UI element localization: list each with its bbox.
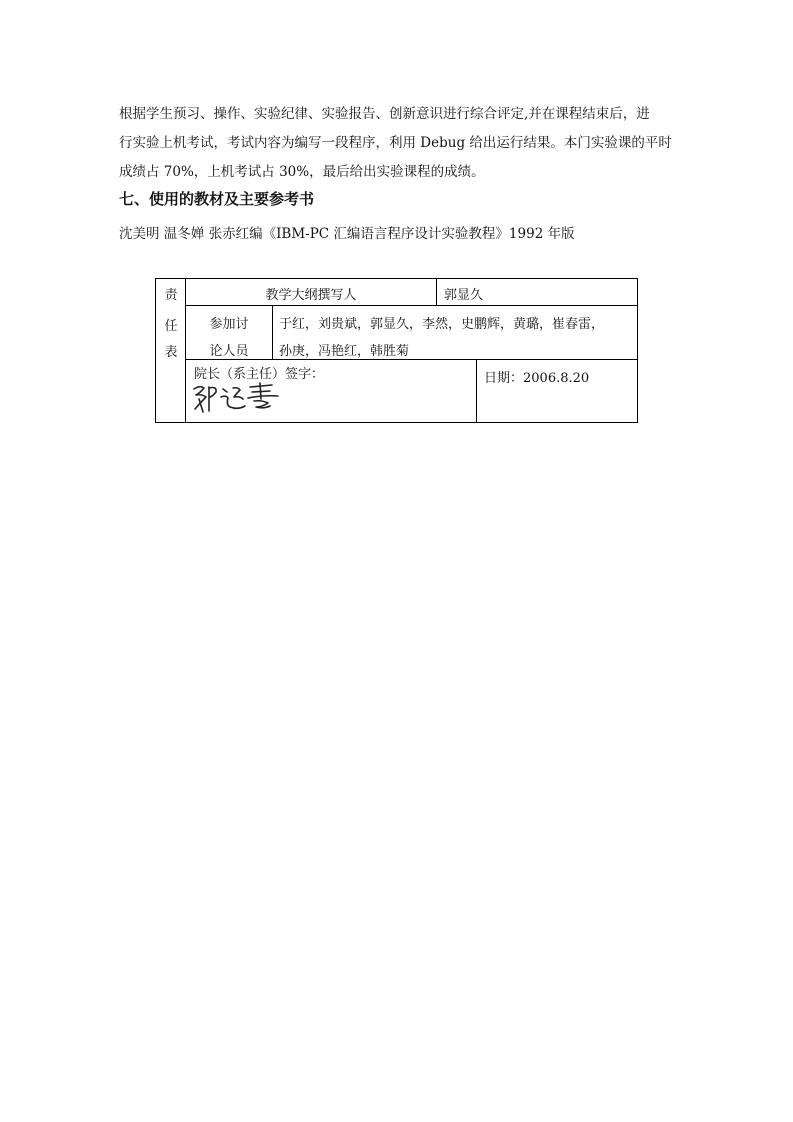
dean-signature-label: 院长（系主任）签字： bbox=[194, 367, 325, 382]
participants-line-1: 于红，刘贵斌，郭显久，李然，史鹏辉，黄璐，崔春雷， bbox=[279, 317, 605, 332]
author-name: 郭显久 bbox=[444, 288, 484, 303]
assessment-line-2: 行实验上机考试，考试内容为编写一段程序，利用 Debug 给出运行结果。本门实验课的平时 bbox=[119, 135, 672, 151]
assessment-line-1: 根据学生预习、操作、实验纪律、实验报告、创新意识进行综合评定,并在课程结束后，进 bbox=[119, 106, 650, 122]
section-heading: 七、使用的教材及主要参考书 bbox=[119, 190, 315, 208]
table-divider bbox=[185, 359, 637, 360]
side-label-2: 任 bbox=[164, 319, 178, 334]
reference-book: 沈美明 温冬婵 张赤红编《IBM-PC 汇编语言程序设计实验教程》1992 年版 bbox=[119, 226, 575, 242]
side-label-3: 表 bbox=[164, 345, 178, 360]
handwritten-signature bbox=[190, 379, 300, 415]
table-divider bbox=[476, 359, 477, 422]
assessment-paragraph bbox=[119, 100, 679, 187]
assessment-line-3: 成绩占 70%，上机考试占 30%，最后给出实验课程的成绩。 bbox=[119, 164, 485, 180]
participants-label-2: 论人员 bbox=[209, 344, 249, 359]
table-divider bbox=[272, 305, 273, 360]
table-divider bbox=[436, 279, 437, 306]
responsibility-table bbox=[155, 278, 638, 423]
author-label: 教学大纲撰写人 bbox=[265, 288, 357, 303]
table-divider bbox=[185, 305, 637, 306]
participants-line-2: 孙庚，冯艳红，韩胜菊 bbox=[279, 344, 410, 359]
side-label-1: 责 bbox=[164, 288, 178, 303]
date-text: 日期：2006.8.20 bbox=[484, 371, 590, 386]
participants-label-1: 参加讨 bbox=[209, 317, 249, 332]
